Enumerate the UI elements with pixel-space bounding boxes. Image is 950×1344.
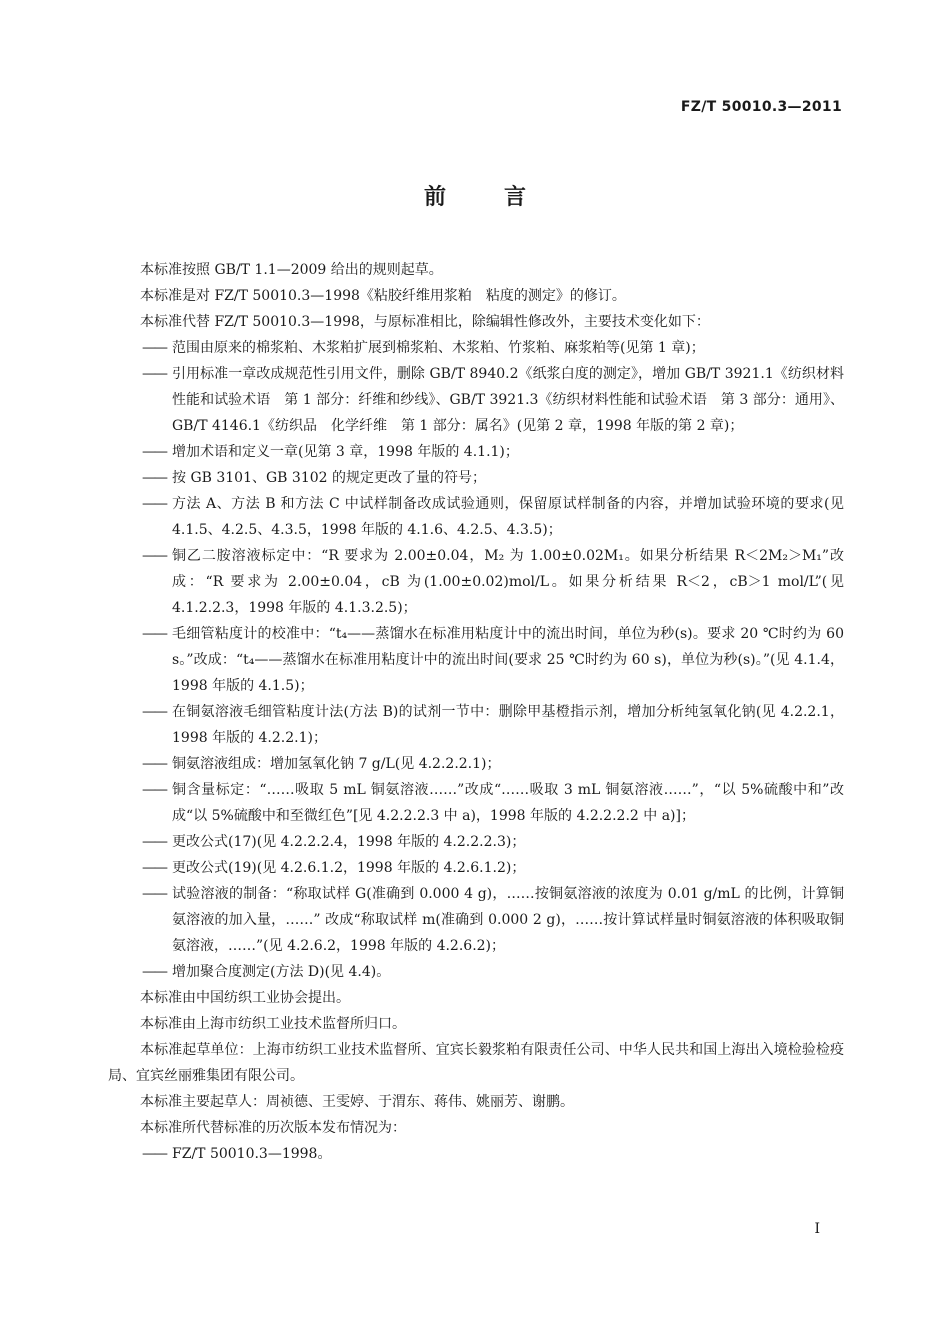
- dash-marker: ——: [142, 834, 166, 850]
- change-item-text: 按 GB 3101、GB 3102 的规定更改了量的符号；: [172, 470, 487, 486]
- change-item-text: 铜乙二胺溶液标定中：“R 要求为 2.00±0.04，M₂ 为 1.00±0.02M₁。如果分析结果 R＜2M₂＞M₁”改成：“R 要求为 2.00±0.04，cB 为(1.00±0.02)mol/L。如果分析结果 R＜2，cB＞1 mol/L”(见 4.1.2.2.3，1998 年版的 4.1.3.2.5)；: [172, 548, 844, 616]
- change-item: [108, 699, 844, 751]
- change-item-text: 在铜氨溶液毛细管粘度计法(方法 B)的试剂一节中：删除甲基橙指示剂，增加分析纯氢氧化钠(见 4.2.2.1，1998 年版的 4.2.2.1)；: [172, 704, 844, 746]
- history-item: [108, 1141, 844, 1167]
- dash-marker: ——: [142, 860, 166, 876]
- closing-paragraph: 本标准主要起草人：周祯德、王雯婷、于渭东、蒋伟、姚丽芳、谢鹏。: [140, 1094, 574, 1110]
- intro-paragraph: 本标准是对 FZ/T 50010.3—1998《粘胶纤维用浆粕 粘度的测定》的修订。: [140, 288, 626, 304]
- dash-marker: ——: [142, 470, 166, 486]
- change-item: [108, 491, 844, 543]
- change-item: [108, 751, 844, 777]
- dash-marker: ——: [142, 886, 166, 902]
- change-item-text: 方法 A、方法 B 和方法 C 中试样制备改成试验通则，保留原试样制备的内容，并增加试验环境的要求(见 4.1.5、4.2.5、4.3.5，1998 年版的 4.1.6、4.2.5、4.3.5)；: [172, 496, 844, 538]
- change-item: [108, 621, 844, 699]
- change-item: [108, 361, 844, 439]
- dash-marker: ——: [142, 704, 166, 720]
- closing-paragraph: 本标准所代替标准的历次版本发布情况为：: [140, 1120, 406, 1136]
- dash-marker: ——: [142, 626, 166, 642]
- dash-marker: ——: [142, 782, 166, 798]
- change-item: [108, 465, 844, 491]
- change-item: [108, 881, 844, 959]
- change-item: [108, 439, 844, 465]
- standard-code: FZ/T 50010.3—2011: [680, 99, 842, 115]
- dash-marker: ——: [142, 964, 166, 980]
- dash-marker: ——: [142, 1146, 166, 1162]
- closing-paragraph: 本标准起草单位：上海市纺织工业技术监督所、宜宾长毅浆粕有限责任公司、中华人民共和国上海出入境检验检疫局、宜宾丝丽雅集团有限公司。: [108, 1042, 844, 1084]
- closing-paragraph: 本标准由上海市纺织工业技术监督所归口。: [140, 1016, 406, 1032]
- change-item-text: 更改公式(19)(见 4.2.6.1.2，1998 年版的 4.2.6.1.2)；: [172, 860, 526, 876]
- page-title: [0, 180, 950, 211]
- history-item-text: FZ/T 50010.3—1998。: [172, 1146, 332, 1162]
- change-item-text: 增加聚合度测定(方法 D)(见 4.4)。: [172, 964, 391, 980]
- change-item: [108, 829, 844, 855]
- change-item-text: 引用标准一章改成规范性引用文件，删除 GB/T 8940.2《纸浆白度的测定》，增加 GB/T 3921.1《纺织材料性能和试验术语 第 1 部分：纤维和纱线》、GB/T 3921.3《纺织材料性能和试验术语 第 3 部分：通用》、GB/T 4146.1《纺织品 化学纤维 第 1 部分：属名》(见第 2 章，1998 年版的第 2 章)；: [172, 366, 844, 434]
- change-item: [108, 855, 844, 881]
- title-char-2: 言: [504, 185, 527, 210]
- dash-marker: ——: [142, 340, 166, 356]
- dash-marker: ——: [142, 444, 166, 460]
- dash-marker: ——: [142, 756, 166, 772]
- dash-marker: ——: [142, 496, 166, 512]
- closing-paragraph: 本标准由中国纺织工业协会提出。: [140, 990, 350, 1006]
- change-item-text: 更改公式(17)(见 4.2.2.2.4，1998 年版的 4.2.2.2.3)；: [172, 834, 526, 850]
- document-body: [108, 257, 844, 1167]
- dash-marker: ——: [142, 548, 166, 564]
- change-item: [108, 335, 844, 361]
- dash-marker: ——: [142, 366, 166, 382]
- change-item-text: 铜含量标定：“……吸取 5 mL 铜氨溶液……”改成“……吸取 3 mL 铜氨溶液……”，“以 5%硫酸中和”改成“以 5%硫酸中和至微红色”[见 4.2.2.2.3 中 a)，1998 年版的 4.2.2.2.2 中 a)]；: [172, 782, 844, 824]
- change-item: [108, 543, 844, 621]
- change-item-text: 试验溶液的制备：“称取试样 G(准确到 0.000 4 g)，……按铜氨溶液的浓度为 0.01 g/mL 的比例，计算铜氨溶液的加入量，……” 改成“称取试样 m(准确到 0.000 2 g)，……按计算试样量时铜氨溶液的体积吸取铜氨溶液，……”(见 4.2.6.2，1998 年版的 4.2.6.2)；: [172, 886, 844, 954]
- change-item-text: 毛细管粘度计的校准中：“t₄——蒸馏水在标准用粘度计中的流出时间，单位为秒(s)。要求 20 ℃时约为 60 s。”改成：“t₄——蒸馏水在标准用粘度计中的流出时间(要求 25 ℃时约为 60 s)，单位为秒(s)。”(见 4.1.4，1998 年版的 4.1.5)；: [172, 626, 844, 694]
- page-number: I: [814, 1221, 820, 1237]
- change-item-text: 范围由原来的棉浆粕、木浆粕扩展到棉浆粕、木浆粕、竹浆粕、麻浆粕等(见第 1 章)；: [172, 340, 705, 356]
- intro-paragraph: 本标准代替 FZ/T 50010.3—1998，与原标准相比，除编辑性修改外，主要技术变化如下：: [140, 314, 710, 330]
- change-item: [108, 777, 844, 829]
- change-item-text: 铜氨溶液组成：增加氢氧化钠 7 g/L(见 4.2.2.2.1)；: [172, 756, 501, 772]
- intro-paragraph: 本标准按照 GB/T 1.1—2009 给出的规则起草。: [140, 262, 443, 278]
- change-item-text: 增加术语和定义一章(见第 3 章，1998 年版的 4.1.1)；: [172, 444, 519, 460]
- change-item: [108, 959, 844, 985]
- title-char-1: 前: [423, 185, 446, 210]
